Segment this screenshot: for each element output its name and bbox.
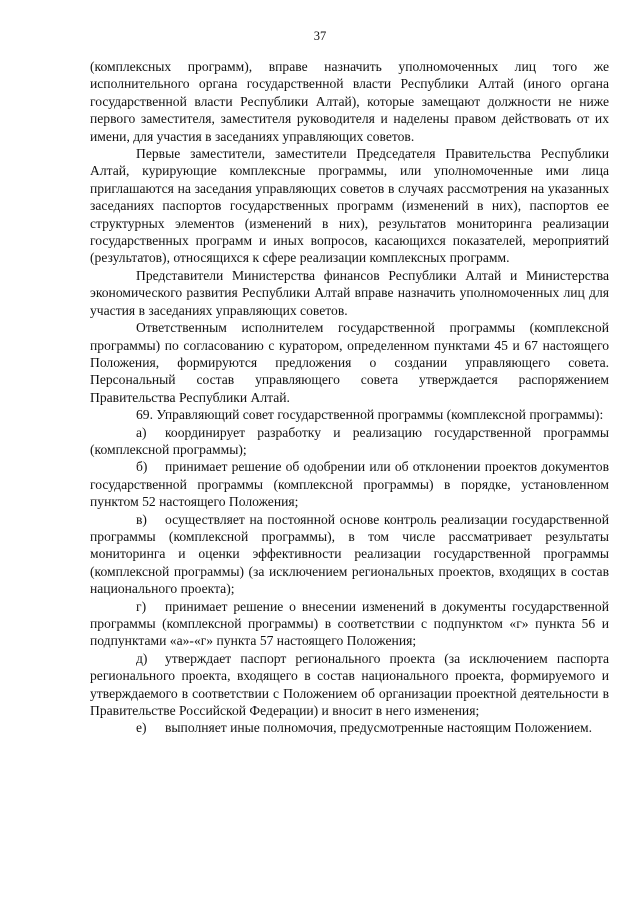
list-item-text: координирует разработку и реализацию государственной программы (комплексной программы);: [90, 424, 609, 457]
paragraph-continuation: (комплексных программ), вправе назначить уполномоченных лиц того же исполнительного органа государственной власти Республики Алтай (иного органа государственной власти Республики Алтай), которые замещают должности не ниже первого заместителя, заместителя руководителя и наделены правом действовать от их имени, для участия в заседаниях управляющих советов.: [90, 59, 609, 144]
paragraph-deputies: Первые заместители, заместители Председателя Правительства Республики Алтай, курирующие комплексные программы, или уполномоченные ими лица приглашаются на заседания управляющих советов в случаях рассмотрения на указанных заседаниях паспортов государственных программ (изменений в них), паспортов ее структурных элементов (изменений в них), результатов мониторинга реализации государственных программ и иных вопросов, касающихся показателей, мероприятий (результатов), относящихся к сфере реализации комплексных программ.: [90, 146, 609, 266]
paragraph-clause-69: 69. Управляющий совет государственной программы (комплексной программы):: [136, 407, 604, 423]
list-marker: г): [136, 598, 147, 614]
list-marker: а): [136, 424, 147, 440]
document-body: [90, 58, 609, 737]
list-item: [90, 719, 609, 736]
list-item: [90, 424, 609, 459]
paragraph-representatives: Представители Министерства финансов Республики Алтай и Министерства экономического развития Республики Алтай вправе назначить уполномоченных лиц для участия в заседаниях управляющих советов.: [90, 267, 609, 318]
list-item: [90, 458, 609, 510]
list-item-text: утверждает паспорт регионального проекта (за исключением паспорта регионального проекта, входящего в состав национального проекта, формируемого и утверждаемого в соответствии с Положением об организации проектной деятельности в Правительстве Российской Федерации) и вносит в него изменения;: [90, 650, 609, 719]
list-item: [90, 598, 609, 650]
list-item: [90, 511, 609, 598]
list-marker: в): [136, 511, 147, 527]
list-marker: б): [136, 459, 148, 475]
list-item-text: осуществляет на постоянной основе контроль реализации государственной программы (комплексной программы), в том числе рассматривает результаты мониторинга и оценки эффективности реализации государственной программы (комплексной программы) (за исключением региональных проектов, входящих в состав национального проекта);: [90, 511, 609, 597]
list-marker: е): [136, 720, 147, 736]
list-item-text: принимает решение о внесении изменений в документы государственной программы (комплексной программы) в соответствии с подпунктом «г» пункта 56 и подпунктами «а»-«г» пункта 57 настоящего Положения;: [90, 598, 609, 649]
list-item-text: принимает решение об одобрении или об отклонении проектов документов государственной программы (комплексной программы) в порядке, установленном пунктом 52 настоящего Положения;: [90, 459, 609, 510]
list-marker: д): [136, 650, 148, 666]
page-number: 37: [313, 29, 327, 43]
list-item-text: выполняет иные полномочия, предусмотренные настоящим Положением.: [165, 720, 593, 736]
paragraph-responsible-executor: Ответственным исполнителем государственной программы (комплексной программы) по согласованию с куратором, определенном пунктами 45 и 67 настоящего Положения, формируются предложения о создании управляющего совета. Персональный состав управляющего совета утверждается распоряжением Правительства Республики Алтай.: [90, 320, 609, 405]
list-item: [90, 650, 609, 720]
